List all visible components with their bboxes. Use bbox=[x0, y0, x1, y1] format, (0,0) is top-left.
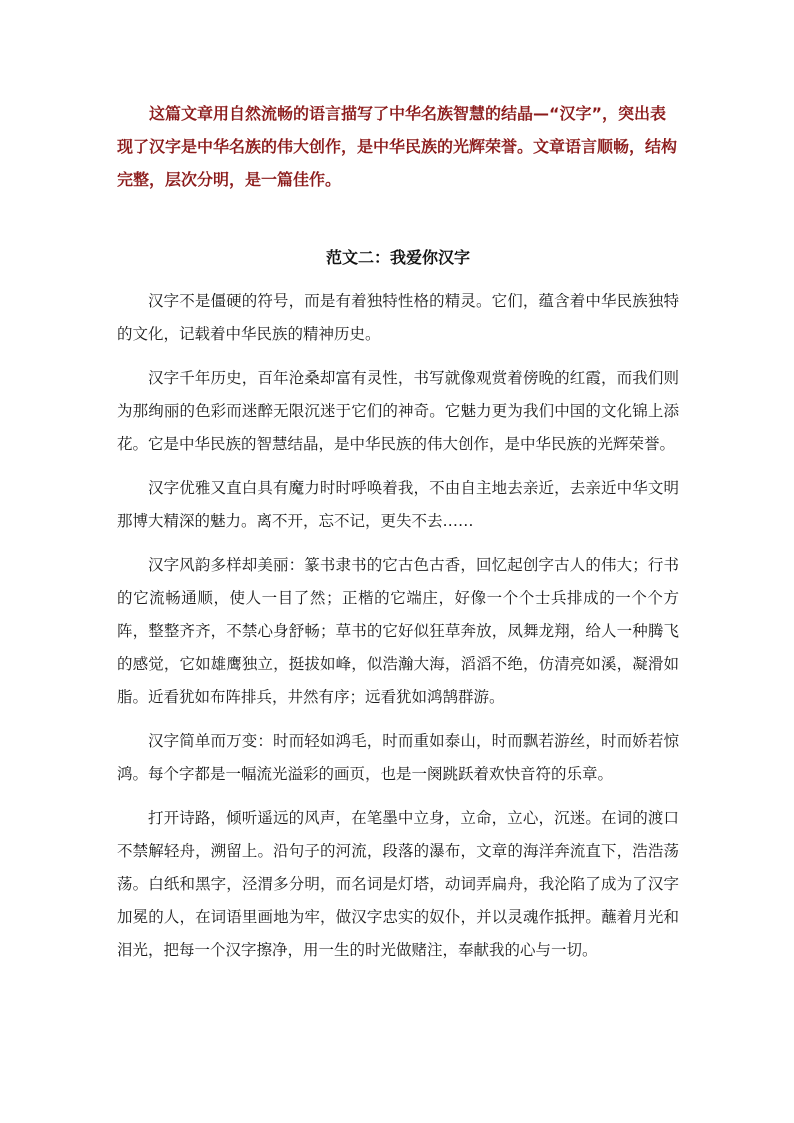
essay-body bbox=[117, 285, 679, 978]
essay-title: 范文二：我爱你汉字 bbox=[325, 248, 470, 267]
essay-paragraph-5: 汉字简单而万变：时而轻如鸿毛，时而重如泰山，时而飘若游丝，时而娇若惊鸿。每个字都是一幅流光溢彩的画页，也是一阕跳跃着欢快音符的乐章。 bbox=[117, 732, 679, 783]
essay-paragraph-3: 汉字优雅又直白具有魔力时时呼唤着我，不由自主地去亲近，去亲近中华文明那博大精深的魅力。离不开，忘不记，更失不去…… bbox=[117, 479, 679, 530]
essay-paragraph-2: 汉字千年历史，百年沧桑却富有灵性，书写就像观赏着傍晚的红霞，而我们则为那绚丽的色彩而迷醉无限沉迷于它们的神奇。它魅力更为我们中国的文化锦上添花。它是中华民族的智慧结晶，是中华民族的伟大创作，是中华民族的光辉荣誉。 bbox=[117, 369, 679, 453]
comment-paragraph: 这篇文章用自然流畅的语言描写了中华名族智慧的结晶—“汉字”，突出表现了汉字是中华名族的伟大创作，是中华民族的光辉荣誉。文章语言顺畅，结构完整，层次分明，是一篇佳作。 bbox=[117, 104, 678, 189]
essay-paragraph-6: 打开诗路，倾听遥远的风声，在笔墨中立身，立命，立心，沉迷。在词的渡口不禁解轻舟，溯留上。沿句子的河流，段落的瀑布，文章的海洋奔流直下，浩浩荡荡。白纸和黑字，泾渭多分明，而名词是灯塔，动词弄扁舟，我沦陷了成为了汉字加冕的人，在词语里画地为牢，做汉字忠实的奴仆，并以灵魂作抵押。蘸着月光和泪光，把每一个汉字擦净，用一生的时光做赌注，奉献我的心与一切。 bbox=[117, 809, 679, 959]
essay-paragraph-4: 汉字风韵多样却美丽：篆书隶书的它古色古香，回忆起创字古人的伟大；行书的它流畅通顺，使人一目了然；正楷的它端庄，好像一个个士兵排成的一个个方阵，整整齐齐，不禁心身舒畅；草书的它好似狂草奔放，凤舞龙翔，给人一种腾飞的感觉，它如雄鹰独立，挺拔如峰，似浩瀚大海，滔滔不绝，仿清亮如溪，凝滑如脂。近看犹如布阵排兵，井然有序；远看犹如鸿鹄群游。 bbox=[117, 556, 679, 706]
essay-paragraph-1: 汉字不是僵硬的符号，而是有着独特性格的精灵。它们，蕴含着中华民族独特的文化，记载着中华民族的精神历史。 bbox=[117, 292, 679, 343]
